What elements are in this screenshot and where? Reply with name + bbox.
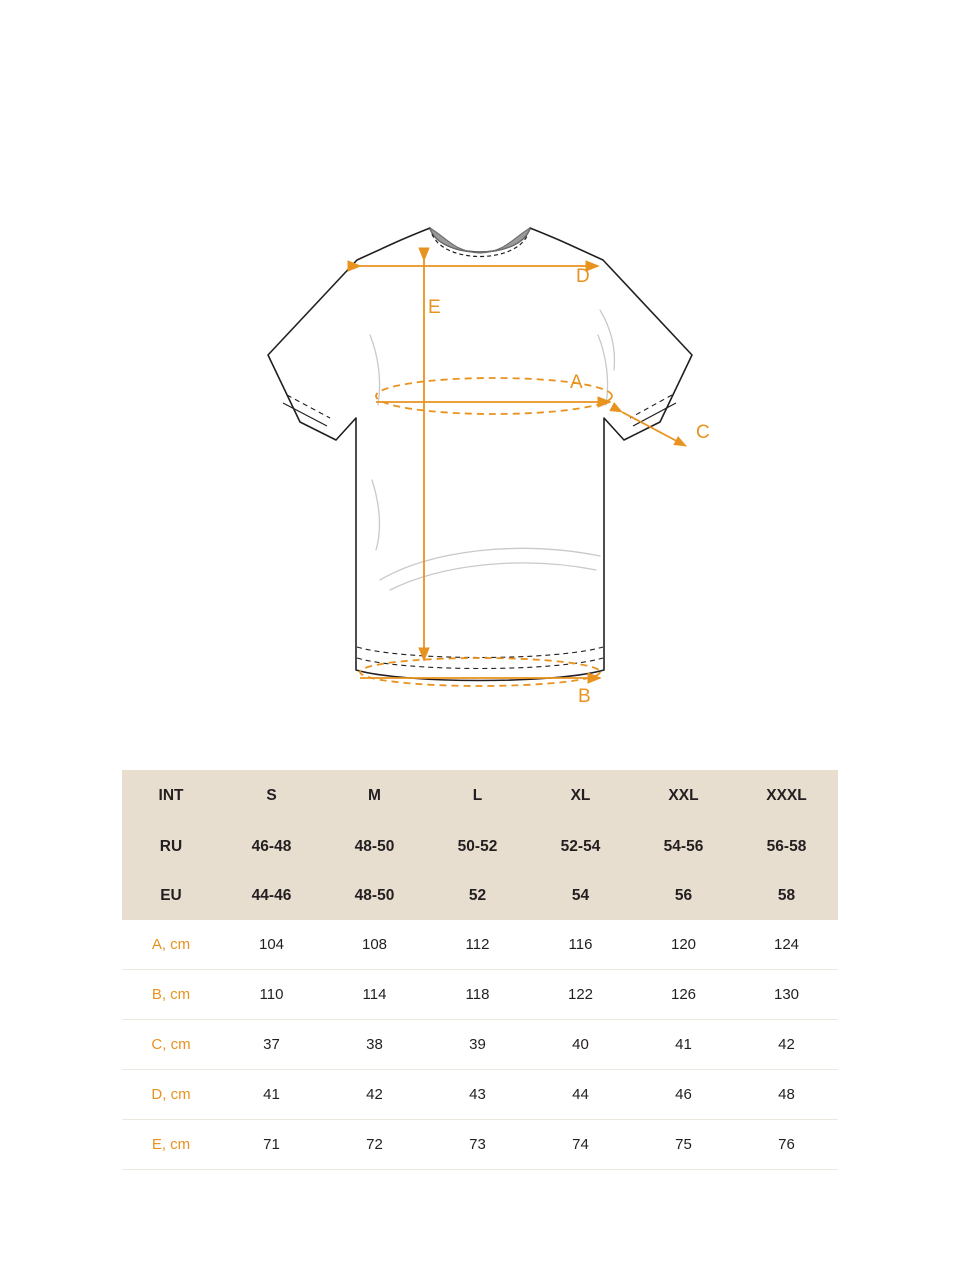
cell-d-xxl: 46 [632,1070,735,1120]
cell-c-xxxl: 42 [735,1020,838,1070]
cell-b-xxxl: 130 [735,970,838,1020]
tshirt-diagram [0,150,960,750]
cell-b-xl: 122 [529,970,632,1020]
cell-d-xxxl: 48 [735,1070,838,1120]
header-label-eu: EU [122,871,220,920]
header-int-xxxl: XXXL [735,770,838,822]
cell-b-s: 110 [220,970,323,1020]
label-C: C [696,422,710,443]
cell-d-xl: 44 [529,1070,632,1120]
header-int-m: M [323,770,426,822]
table-header-row-eu [122,871,838,920]
cell-c-xl: 40 [529,1020,632,1070]
header-ru-xxxl: 56-58 [735,822,838,871]
row-label-a: A, cm [122,920,220,970]
row-label-e: E, cm [122,1120,220,1170]
header-ru-s: 46-48 [220,822,323,871]
row-label-d: D, cm [122,1070,220,1120]
cell-c-s: 37 [220,1020,323,1070]
header-ru-xl: 52-54 [529,822,632,871]
cell-e-xxxl: 76 [735,1120,838,1170]
cell-b-l: 118 [426,970,529,1020]
header-ru-m: 48-50 [323,822,426,871]
table-row-e [122,1120,838,1170]
header-int-xl: XL [529,770,632,822]
cell-a-xxxl: 124 [735,920,838,970]
header-int-xxl: XXL [632,770,735,822]
header-int-l: L [426,770,529,822]
table-row-c [122,1020,838,1070]
row-label-b: B, cm [122,970,220,1020]
cell-e-m: 72 [323,1120,426,1170]
cell-d-m: 42 [323,1070,426,1120]
table-header-row-ru [122,822,838,871]
header-eu-xxxl: 58 [735,871,838,920]
row-label-c: C, cm [122,1020,220,1070]
cell-e-xl: 74 [529,1120,632,1170]
cell-e-xxl: 75 [632,1120,735,1170]
header-eu-m: 48-50 [323,871,426,920]
header-eu-xl: 54 [529,871,632,920]
header-ru-xxl: 54-56 [632,822,735,871]
header-eu-s: 44-46 [220,871,323,920]
tshirt-outline [268,228,692,681]
header-int-s: S [220,770,323,822]
size-chart-table [122,770,838,1170]
cell-d-l: 43 [426,1070,529,1120]
header-eu-l: 52 [426,871,529,920]
header-label-int: INT [122,770,220,822]
cell-c-l: 39 [426,1020,529,1070]
table-row-a [122,920,838,970]
header-eu-xxl: 56 [632,871,735,920]
label-A: A [570,372,583,393]
cell-a-xl: 116 [529,920,632,970]
cell-a-l: 112 [426,920,529,970]
cell-b-xxl: 126 [632,970,735,1020]
table-row-d [122,1070,838,1120]
cell-c-xxl: 41 [632,1020,735,1070]
cell-a-s: 104 [220,920,323,970]
cell-c-m: 38 [323,1020,426,1070]
table-header-row-int [122,770,838,822]
header-label-ru: RU [122,822,220,871]
cell-d-s: 41 [220,1070,323,1120]
label-E: E [428,297,441,318]
header-ru-l: 50-52 [426,822,529,871]
cell-b-m: 114 [323,970,426,1020]
label-D: D [576,266,590,287]
cell-e-s: 71 [220,1120,323,1170]
label-B: B [578,686,591,707]
cell-a-m: 108 [323,920,426,970]
cell-e-l: 73 [426,1120,529,1170]
cell-a-xxl: 120 [632,920,735,970]
table-row-b [122,970,838,1020]
